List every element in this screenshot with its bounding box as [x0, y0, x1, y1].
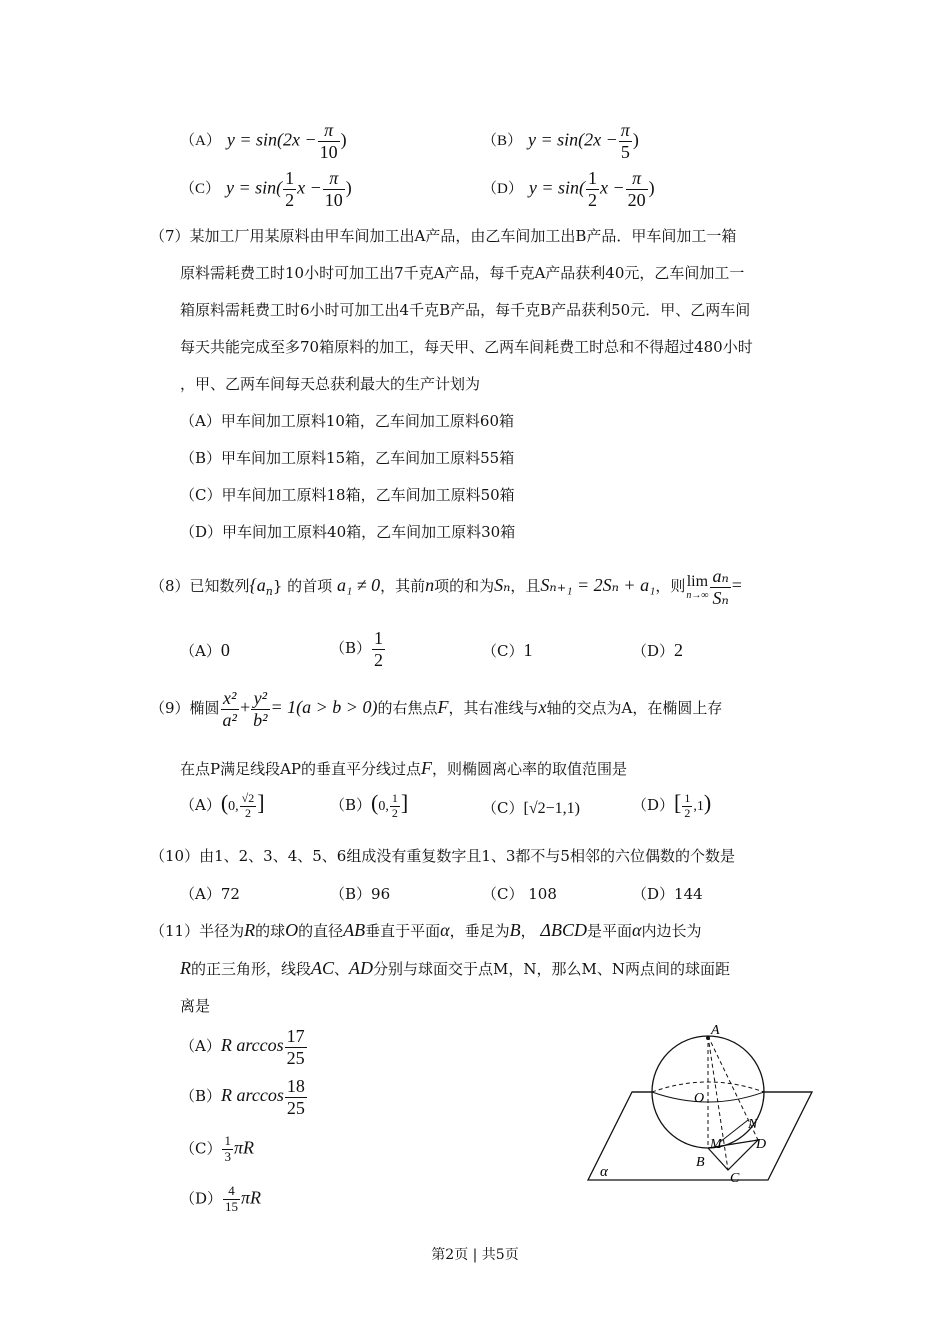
q7-line-1: （7）某加工厂用某原料由甲车间加工出A产品，由乙车间加工出B产品．甲车间加工一箱 [150, 227, 737, 245]
label-alpha: α [600, 1164, 608, 1180]
q7-line-4: 每天共能完成至多70箱原料的加工，每天甲、乙两车间耗费工时总和不得超过480小时 [180, 338, 753, 356]
label-c: C [730, 1171, 740, 1186]
label-n: N [748, 1117, 758, 1132]
q7-line-2: 原料需耗费工时10小时可加工出7千克A产品，每千克A产品获利40元，乙车间加工一 [180, 264, 745, 282]
label-o: O [694, 1091, 705, 1106]
q9-stem-line-2: 在点P满足线段AP的垂直平分线过点F，则椭圆离心率的取值范围是 [180, 758, 628, 778]
q8-option-c: （C）1 [482, 640, 533, 660]
q9-option-a: （A）(0, $\frac{√2}{2}$ ] [180, 790, 265, 820]
q11-option-b: （B）R arccos $\frac{18}{25}$ [180, 1076, 305, 1118]
label-b: B [696, 1155, 705, 1170]
q11-option-c: （C） $\frac{1}{3}$ πR [180, 1133, 254, 1164]
q9-option-d: （D）[ $\frac{1}{2}$ ,1) [632, 790, 712, 820]
q7-option-d: （D）甲车间加工原料40箱，乙车间加工原料30箱 [180, 523, 516, 541]
q10-option-b: （B）96 [330, 885, 391, 903]
q11-stem-line-1: （11）半径为R的球O的直径AB垂直于平面α，垂足为B， ΔBCD是平面α内边长为 [150, 920, 702, 940]
q7-line-5: ，甲、乙两车间每天总获利最大的生产计划为 [180, 375, 481, 393]
q6-option-c: （C） y = sin( $\frac{1}{2}$ x − $\frac{\pi}{10}$ ) [180, 168, 352, 210]
q10-option-c: （C） 108 [482, 885, 557, 903]
q7-option-c: （C）甲车间加工原料18箱，乙车间加工原料50箱 [180, 486, 515, 504]
q10-option-d: （D）144 [632, 885, 703, 903]
q11-stem-line-2: R的正三角形，线段AC、AD分别与球面交于点M，N，那么M、N两点间的球面距 [180, 958, 731, 978]
q10-stem: （10）由1、2、3、4、5、6组成没有重复数字且1、3都不与5相邻的六位偶数的个数是 [150, 847, 735, 865]
q11-stem-line-3: 离是 [180, 997, 211, 1015]
label-m: M [710, 1137, 722, 1152]
label-a: A [711, 1023, 720, 1038]
q9-stem-line-1: （9）椭圆 $\frac{\text{x²}}{\text{a²}}$ + $\frac{\text{y²}}{\text{b²}}$ = 1(a > b > 0)的右焦点F，其右准线与x轴的交点为A，在椭圆上存 [150, 688, 723, 730]
q6-option-b: （B） y = sin(2x − $\frac{\pi}{5}$ ) [482, 120, 639, 162]
q11-option-d: （D） $\frac{4}{15}$ πR [180, 1183, 262, 1214]
q6-option-d: （D） y = sin( $\frac{1}{2}$ x − $\frac{\pi}{20}$ ) [482, 168, 655, 210]
sphere-plane-figure [580, 1020, 820, 1190]
page-footer: 第2页 | 共5页 [431, 1247, 519, 1263]
q7-option-b: （B）甲车间加工原料15箱，乙车间加工原料55箱 [180, 449, 515, 467]
q7-line-3: 箱原料需耗费工时6小时可加工出4千克B产品，每千克B产品获利50元．甲、乙两车间 [180, 301, 751, 319]
q8-option-a: （A）0 [180, 640, 230, 660]
q7-option-a: （A）甲车间加工原料10箱，乙车间加工原料60箱 [180, 412, 515, 430]
q9-option-b: （B）(0, $\frac{1}{2}$ ] [330, 790, 409, 820]
q8-option-b: （B） $\frac{1}{2}$ [330, 628, 384, 670]
q6-option-a: （A） y = sin(2x − $\frac{\pi}{10}$ ) [180, 120, 347, 162]
q11-option-a: （A）R arccos $\frac{17}{25}$ [180, 1026, 305, 1068]
label-d: D [756, 1137, 767, 1152]
q9-option-c: （C）[√2−1,1) [482, 799, 580, 817]
q8-stem: （8）已知数列$\{a_n\}$ 的首项 a₁ ≠ 0，其前n项的和为Sₙ，且Sₙ₊₁ = 2Sₙ + a₁，则 lim n→∞ $\frac{\text{aₙ}}{\text{Sₙ}}$ = [150, 566, 742, 608]
q8-option-d: （D）2 [632, 640, 684, 660]
q10-option-a: （A）72 [180, 885, 240, 903]
